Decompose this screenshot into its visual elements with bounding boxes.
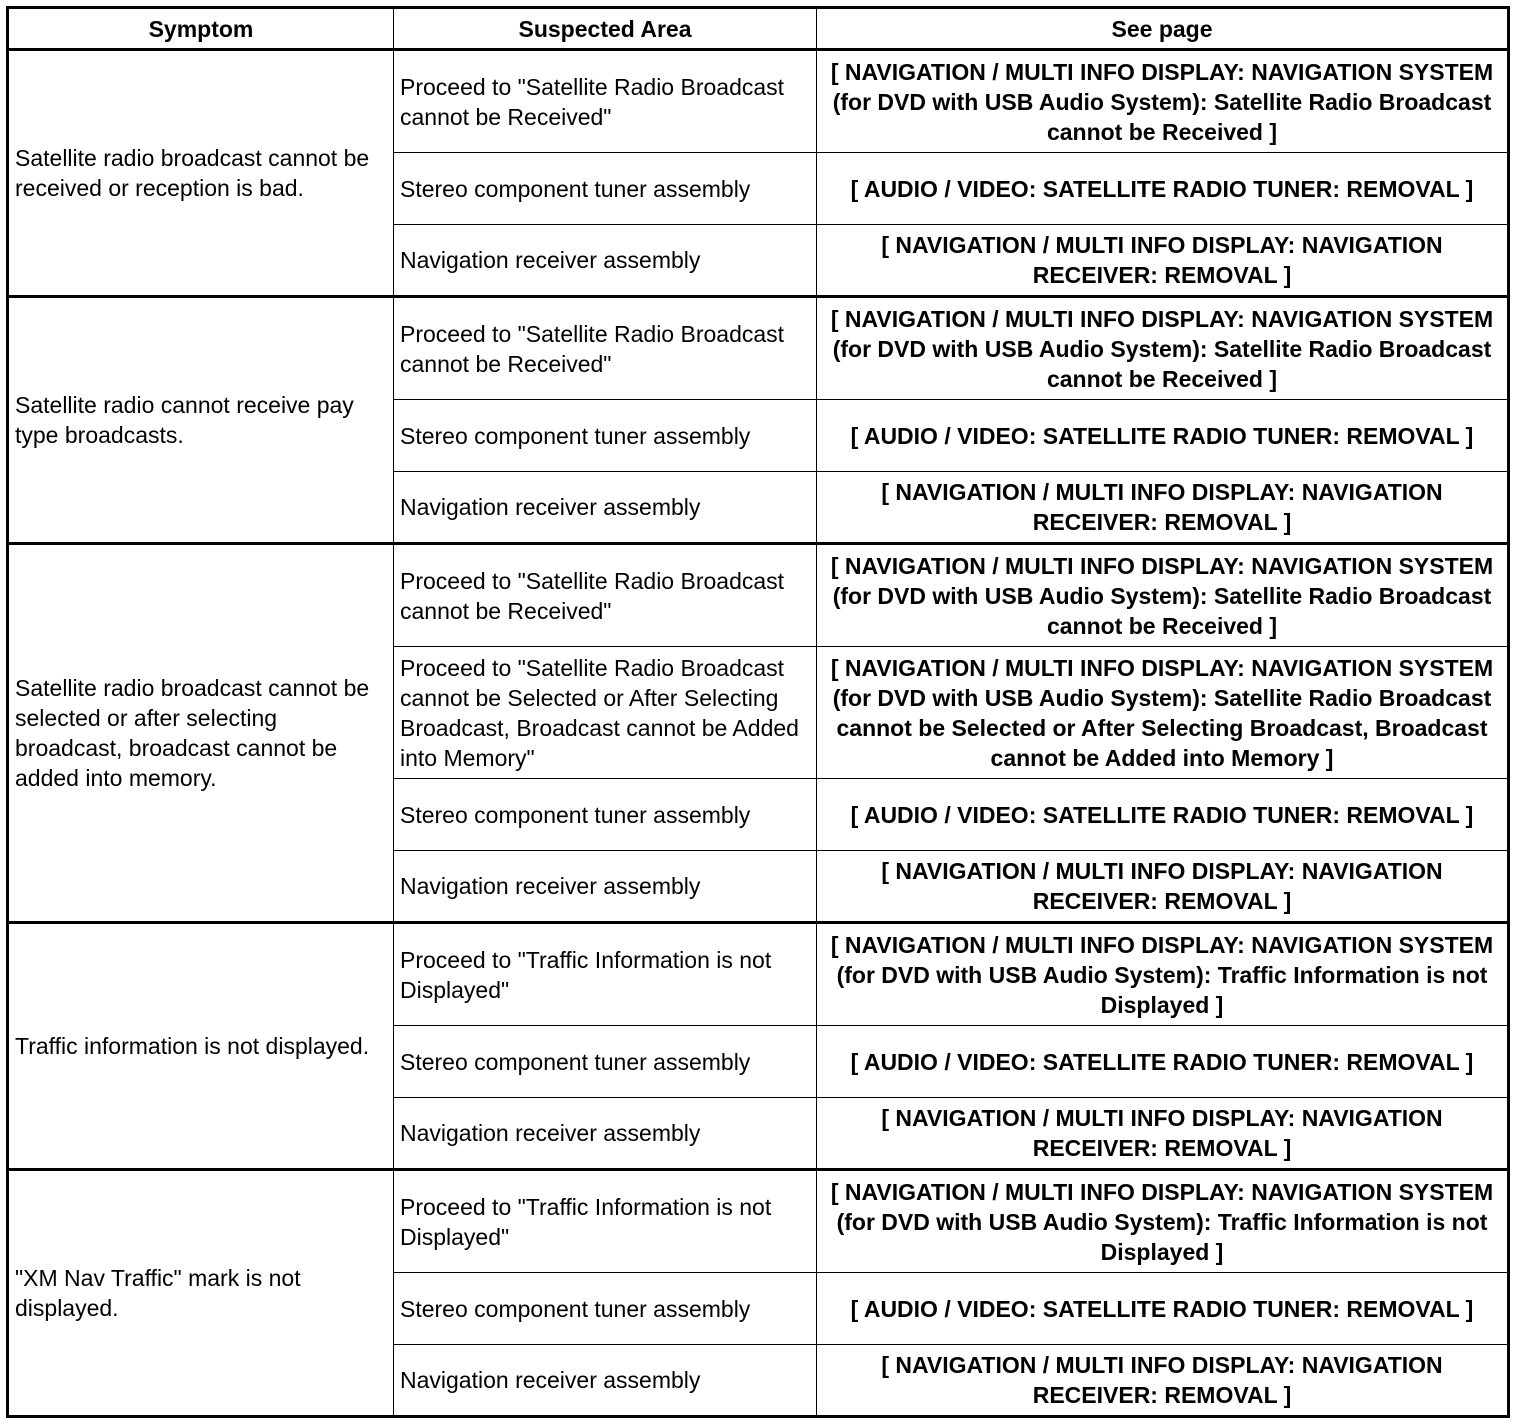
see-page-link[interactable]: [ NAVIGATION / MULTI INFO DISPLAY: NAVIGATION RECEIVER: REMOVAL ] (817, 1345, 1509, 1417)
see-page-link[interactable]: [ NAVIGATION / MULTI INFO DISPLAY: NAVIGATION SYSTEM (for DVD with USB Audio System): Traffic Information is not Displayed ] (817, 923, 1509, 1026)
symptom-cell: Satellite radio broadcast cannot be selected or after selecting broadcast, broadcast cannot be added into memory. (8, 544, 394, 923)
symptom-cell: Traffic information is not displayed. (8, 923, 394, 1170)
see-page-link[interactable]: [ AUDIO / VIDEO: SATELLITE RADIO TUNER: REMOVAL ] (817, 400, 1509, 472)
see-page-link[interactable]: [ NAVIGATION / MULTI INFO DISPLAY: NAVIGATION SYSTEM (for DVD with USB Audio System): Satellite Radio Broadcast cannot be Received ] (817, 297, 1509, 400)
suspected-area-cell: Stereo component tuner assembly (394, 400, 817, 472)
see-page-link[interactable]: [ NAVIGATION / MULTI INFO DISPLAY: NAVIGATION RECEIVER: REMOVAL ] (817, 225, 1509, 297)
see-page-link[interactable]: [ AUDIO / VIDEO: SATELLITE RADIO TUNER: REMOVAL ] (817, 1026, 1509, 1098)
suspected-area-cell: Stereo component tuner assembly (394, 1273, 817, 1345)
suspected-area-cell: Proceed to "Traffic Information is not Displayed" (394, 1170, 817, 1273)
table-row (8, 544, 1509, 647)
symptom-cell: Satellite radio cannot receive pay type broadcasts. (8, 297, 394, 544)
suspected-area-cell: Navigation receiver assembly (394, 225, 817, 297)
see-page-link[interactable]: [ NAVIGATION / MULTI INFO DISPLAY: NAVIGATION RECEIVER: REMOVAL ] (817, 851, 1509, 923)
suspected-area-cell: Proceed to "Satellite Radio Broadcast cannot be Selected or After Selecting Broadcast, Broadcast cannot be Added into Memory" (394, 647, 817, 779)
suspected-area-cell: Navigation receiver assembly (394, 1345, 817, 1417)
see-page-link[interactable]: [ NAVIGATION / MULTI INFO DISPLAY: NAVIGATION SYSTEM (for DVD with USB Audio System): Satellite Radio Broadcast cannot be Selected or After Selecting Broadcast, Broadcast cannot be Added into Memory ] (817, 647, 1509, 779)
table-header-row (8, 8, 1509, 50)
table-row (8, 1170, 1509, 1273)
suspected-area-cell: Proceed to "Satellite Radio Broadcast cannot be Received" (394, 544, 817, 647)
see-page-link[interactable]: [ NAVIGATION / MULTI INFO DISPLAY: NAVIGATION SYSTEM (for DVD with USB Audio System): Traffic Information is not Displayed ] (817, 1170, 1509, 1273)
table-row (8, 50, 1509, 153)
suspected-area-cell: Navigation receiver assembly (394, 1098, 817, 1170)
header-symptom: Symptom (8, 8, 394, 50)
header-see-page: See page (817, 8, 1509, 50)
symptom-cell: "XM Nav Traffic" mark is not displayed. (8, 1170, 394, 1417)
see-page-link[interactable]: [ NAVIGATION / MULTI INFO DISPLAY: NAVIGATION SYSTEM (for DVD with USB Audio System): Satellite Radio Broadcast cannot be Received ] (817, 544, 1509, 647)
table-row (8, 923, 1509, 1026)
suspected-area-cell: Navigation receiver assembly (394, 851, 817, 923)
suspected-area-cell: Proceed to "Satellite Radio Broadcast cannot be Received" (394, 297, 817, 400)
suspected-area-cell: Navigation receiver assembly (394, 472, 817, 544)
troubleshooting-table (6, 6, 1510, 1418)
suspected-area-cell: Stereo component tuner assembly (394, 153, 817, 225)
see-page-link[interactable]: [ AUDIO / VIDEO: SATELLITE RADIO TUNER: REMOVAL ] (817, 779, 1509, 851)
suspected-area-cell: Stereo component tuner assembly (394, 779, 817, 851)
see-page-link[interactable]: [ AUDIO / VIDEO: SATELLITE RADIO TUNER: REMOVAL ] (817, 153, 1509, 225)
see-page-link[interactable]: [ NAVIGATION / MULTI INFO DISPLAY: NAVIGATION SYSTEM (for DVD with USB Audio System): Satellite Radio Broadcast cannot be Received ] (817, 50, 1509, 153)
header-suspected-area: Suspected Area (394, 8, 817, 50)
suspected-area-cell: Proceed to "Traffic Information is not Displayed" (394, 923, 817, 1026)
table-row (8, 297, 1509, 400)
symptom-cell: Satellite radio broadcast cannot be received or reception is bad. (8, 50, 394, 297)
see-page-link[interactable]: [ NAVIGATION / MULTI INFO DISPLAY: NAVIGATION RECEIVER: REMOVAL ] (817, 472, 1509, 544)
suspected-area-cell: Stereo component tuner assembly (394, 1026, 817, 1098)
see-page-link[interactable]: [ AUDIO / VIDEO: SATELLITE RADIO TUNER: REMOVAL ] (817, 1273, 1509, 1345)
suspected-area-cell: Proceed to "Satellite Radio Broadcast cannot be Received" (394, 50, 817, 153)
see-page-link[interactable]: [ NAVIGATION / MULTI INFO DISPLAY: NAVIGATION RECEIVER: REMOVAL ] (817, 1098, 1509, 1170)
